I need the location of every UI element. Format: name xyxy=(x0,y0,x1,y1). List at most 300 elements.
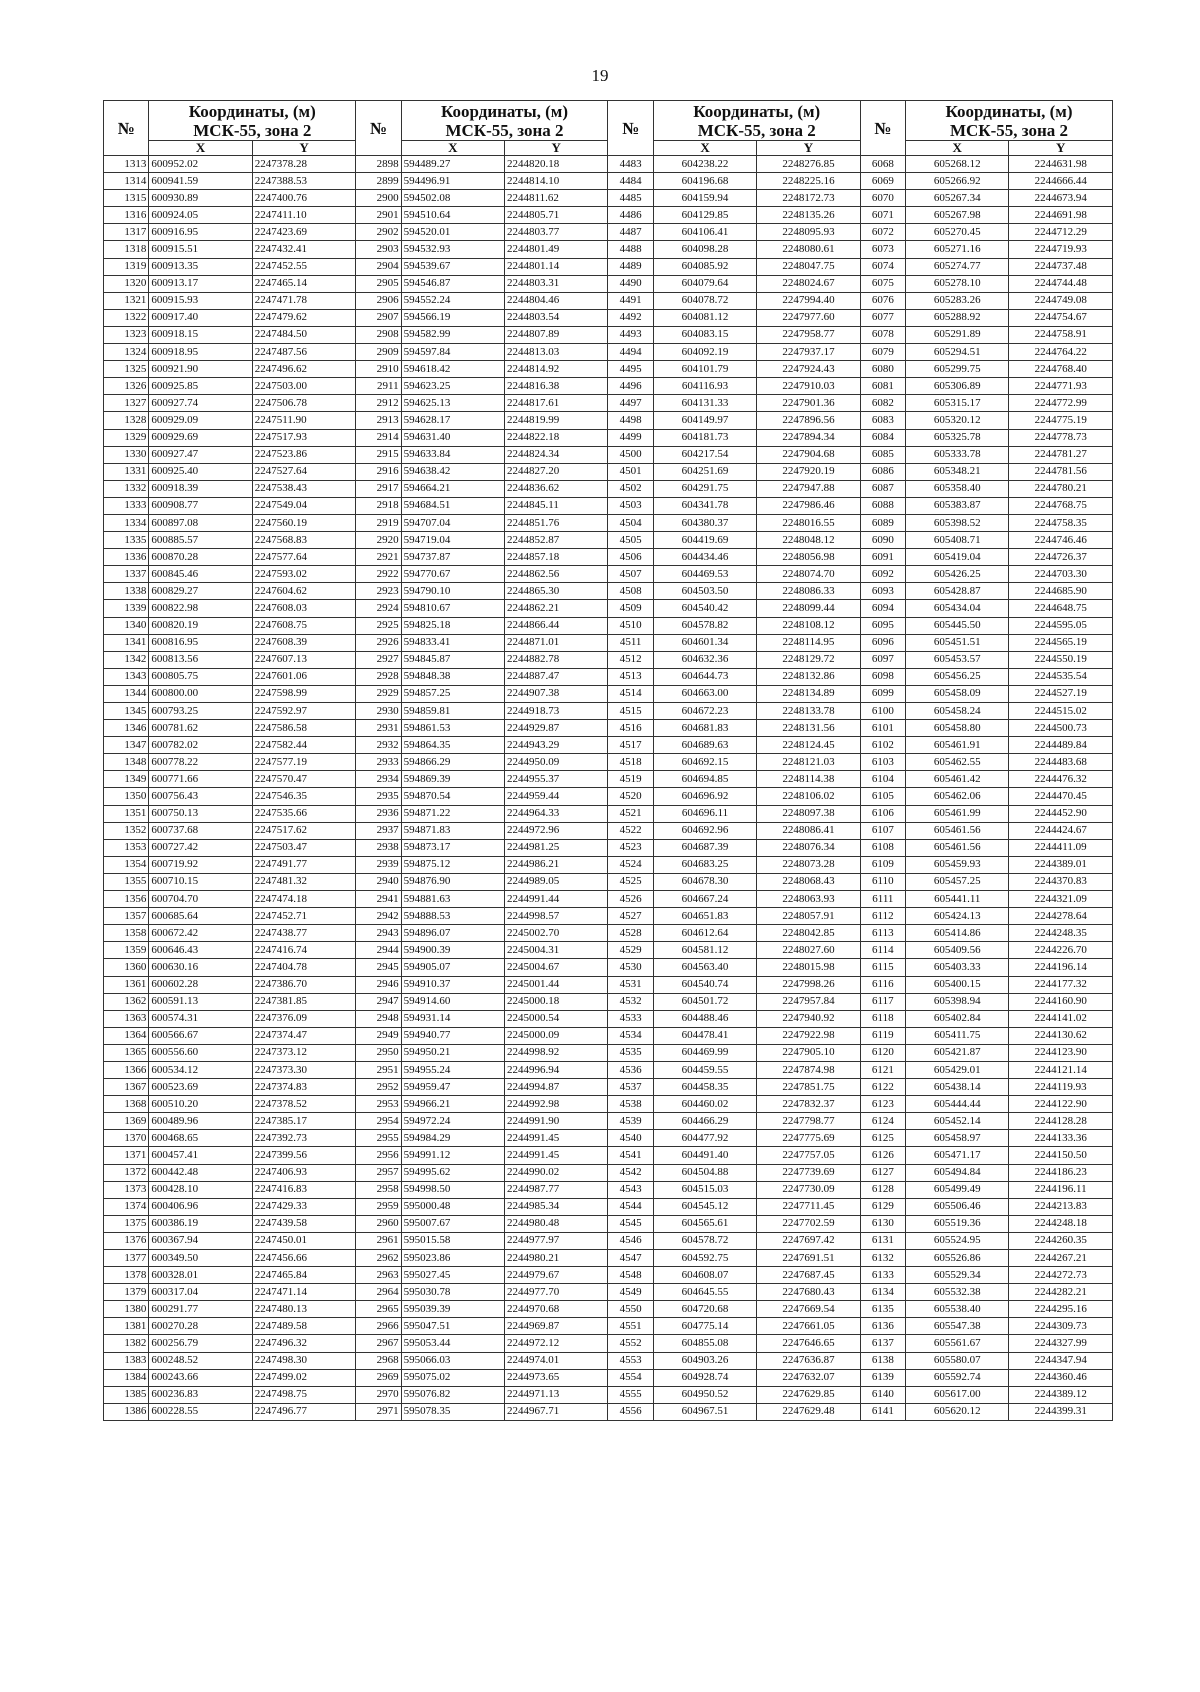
y-value: 2247376.09 xyxy=(252,1010,355,1027)
table-row xyxy=(104,942,1113,959)
y-value: 2247586.58 xyxy=(252,720,355,737)
point-number: 4545 xyxy=(608,1215,653,1232)
point-number: 6091 xyxy=(860,549,905,566)
x-value: 600750.13 xyxy=(149,805,252,822)
y-value: 2244994.87 xyxy=(505,1079,608,1096)
point-number: 1361 xyxy=(104,976,149,993)
point-number: 2971 xyxy=(356,1403,401,1420)
y-value: 2247465.84 xyxy=(252,1267,355,1284)
point-number: 4539 xyxy=(608,1113,653,1130)
table-row xyxy=(104,1198,1113,1215)
x-value: 605461.91 xyxy=(906,737,1009,754)
y-value: 2244648.75 xyxy=(1009,600,1113,617)
y-value: 2247775.69 xyxy=(757,1130,860,1147)
table-row xyxy=(104,1181,1113,1198)
y-value: 2248015.98 xyxy=(757,959,860,976)
x-value: 604106.41 xyxy=(653,224,756,241)
coord-title: Координаты, (м) xyxy=(693,101,821,121)
y-value: 2244119.93 xyxy=(1009,1079,1113,1096)
x-value: 600778.22 xyxy=(149,754,252,771)
x-value: 604608.07 xyxy=(653,1267,756,1284)
y-value: 2244226.70 xyxy=(1009,942,1113,959)
table-row xyxy=(104,1369,1113,1386)
x-value: 594966.21 xyxy=(401,1096,504,1113)
table-row xyxy=(104,1352,1113,1369)
x-value: 600916.95 xyxy=(149,224,252,241)
table-row xyxy=(104,207,1113,224)
point-number: 2970 xyxy=(356,1386,401,1403)
y-value: 2248016.55 xyxy=(757,514,860,531)
point-number: 1355 xyxy=(104,873,149,890)
point-number: 2926 xyxy=(356,634,401,651)
coord-title: Координаты, (м) xyxy=(441,101,569,121)
point-number: 4538 xyxy=(608,1096,653,1113)
y-value: 2247632.07 xyxy=(757,1369,860,1386)
table-row xyxy=(104,429,1113,446)
point-number: 4520 xyxy=(608,788,653,805)
x-value: 595030.78 xyxy=(401,1284,504,1301)
point-number: 4495 xyxy=(608,361,653,378)
table-row xyxy=(104,1164,1113,1181)
table-row xyxy=(104,651,1113,668)
y-value: 2244321.09 xyxy=(1009,891,1113,908)
x-value: 605461.56 xyxy=(906,822,1009,839)
y-value: 2248106.02 xyxy=(757,788,860,805)
table-row xyxy=(104,224,1113,241)
x-value: 604503.50 xyxy=(653,583,756,600)
point-number: 2943 xyxy=(356,925,401,942)
y-value: 2244813.03 xyxy=(505,344,608,361)
y-value: 2247570.47 xyxy=(252,771,355,788)
y-value: 2247432.41 xyxy=(252,241,355,258)
x-value: 594737.87 xyxy=(401,549,504,566)
point-number: 6138 xyxy=(860,1352,905,1369)
x-value: 594825.18 xyxy=(401,617,504,634)
y-value: 2247406.93 xyxy=(252,1164,355,1181)
y-value: 2247399.56 xyxy=(252,1147,355,1164)
point-number: 4504 xyxy=(608,514,653,531)
point-number: 1313 xyxy=(104,156,149,173)
y-value: 2247593.02 xyxy=(252,566,355,583)
point-number: 4510 xyxy=(608,617,653,634)
point-number: 6127 xyxy=(860,1164,905,1181)
table-row xyxy=(104,993,1113,1010)
point-number: 4511 xyxy=(608,634,653,651)
y-value: 2247503.47 xyxy=(252,839,355,856)
table-row xyxy=(104,292,1113,309)
x-value: 600406.96 xyxy=(149,1198,252,1215)
x-value: 604488.46 xyxy=(653,1010,756,1027)
point-number: 2919 xyxy=(356,514,401,531)
x-value: 604092.19 xyxy=(653,344,756,361)
point-number: 2929 xyxy=(356,685,401,702)
y-value: 2245004.67 xyxy=(505,959,608,976)
x-value: 605444.44 xyxy=(906,1096,1009,1113)
y-value: 2248042.85 xyxy=(757,925,860,942)
point-number: 6117 xyxy=(860,993,905,1010)
y-value: 2248074.70 xyxy=(757,566,860,583)
y-value: 2247378.28 xyxy=(252,156,355,173)
y-value: 2248024.67 xyxy=(757,275,860,292)
point-number: 6089 xyxy=(860,514,905,531)
x-value: 604341.78 xyxy=(653,497,756,514)
x-value: 600822.98 xyxy=(149,600,252,617)
header-row xyxy=(104,101,1113,141)
y-value: 2244781.27 xyxy=(1009,446,1113,463)
point-number: 4525 xyxy=(608,873,653,890)
x-value: 604775.14 xyxy=(653,1318,756,1335)
y-value: 2244986.21 xyxy=(505,856,608,873)
y-value: 2247592.97 xyxy=(252,703,355,720)
point-number: 2927 xyxy=(356,651,401,668)
point-number: 1353 xyxy=(104,839,149,856)
y-value: 2244998.92 xyxy=(505,1044,608,1061)
x-value: 600367.94 xyxy=(149,1232,252,1249)
point-number: 4535 xyxy=(608,1044,653,1061)
y-value: 2248097.38 xyxy=(757,805,860,822)
x-value: 604515.03 xyxy=(653,1181,756,1198)
coord-header xyxy=(149,101,356,141)
x-value: 605547.38 xyxy=(906,1318,1009,1335)
x-value: 594866.29 xyxy=(401,754,504,771)
point-number: 6113 xyxy=(860,925,905,942)
x-value: 604419.69 xyxy=(653,532,756,549)
point-number: 6098 xyxy=(860,668,905,685)
x-value: 605333.78 xyxy=(906,446,1009,463)
y-value: 2244186.23 xyxy=(1009,1164,1113,1181)
y-value: 2247392.73 xyxy=(252,1130,355,1147)
x-value: 594552.24 xyxy=(401,292,504,309)
coord-title: Координаты, (м) xyxy=(945,101,1073,121)
point-number: 1330 xyxy=(104,446,149,463)
y-value: 2247546.35 xyxy=(252,788,355,805)
x-value: 594905.07 xyxy=(401,959,504,976)
x-value: 605462.06 xyxy=(906,788,1009,805)
x-value: 594582.99 xyxy=(401,326,504,343)
y-value: 2247378.52 xyxy=(252,1096,355,1113)
x-value: 605268.12 xyxy=(906,156,1009,173)
point-number: 1328 xyxy=(104,412,149,429)
point-number: 4497 xyxy=(608,395,653,412)
table-row xyxy=(104,873,1113,890)
point-number: 2912 xyxy=(356,395,401,412)
point-number: 1359 xyxy=(104,942,149,959)
x-value: 604181.73 xyxy=(653,429,756,446)
table-row xyxy=(104,1215,1113,1232)
x-value: 604217.54 xyxy=(653,446,756,463)
point-number: 4532 xyxy=(608,993,653,1010)
point-number: 2899 xyxy=(356,173,401,190)
y-value: 2247905.10 xyxy=(757,1044,860,1061)
point-number: 4554 xyxy=(608,1369,653,1386)
point-number: 6082 xyxy=(860,395,905,412)
point-number: 2920 xyxy=(356,532,401,549)
point-number: 2902 xyxy=(356,224,401,241)
x-value: 604540.74 xyxy=(653,976,756,993)
table-row xyxy=(104,891,1113,908)
y-value: 2247608.75 xyxy=(252,617,355,634)
point-number: 4524 xyxy=(608,856,653,873)
x-value: 605398.52 xyxy=(906,514,1009,531)
y-value: 2247730.09 xyxy=(757,1181,860,1198)
point-number: 6068 xyxy=(860,156,905,173)
x-value: 604950.52 xyxy=(653,1386,756,1403)
point-number: 1324 xyxy=(104,344,149,361)
table-row xyxy=(104,703,1113,720)
x-value: 600710.15 xyxy=(149,873,252,890)
point-number: 6092 xyxy=(860,566,905,583)
point-number: 6132 xyxy=(860,1250,905,1267)
y-value: 2247947.88 xyxy=(757,480,860,497)
x-value: 605458.09 xyxy=(906,685,1009,702)
x-value: 600236.83 xyxy=(149,1386,252,1403)
y-value: 2247680.43 xyxy=(757,1284,860,1301)
point-number: 2954 xyxy=(356,1113,401,1130)
x-value: 604903.26 xyxy=(653,1352,756,1369)
table-row xyxy=(104,1250,1113,1267)
x-value: 604101.79 xyxy=(653,361,756,378)
y-value: 2247496.62 xyxy=(252,361,355,378)
point-number: 6118 xyxy=(860,1010,905,1027)
table-row xyxy=(104,1147,1113,1164)
y-value: 2247496.32 xyxy=(252,1335,355,1352)
x-value: 605538.40 xyxy=(906,1301,1009,1318)
point-number: 6109 xyxy=(860,856,905,873)
y-value: 2244476.32 xyxy=(1009,771,1113,788)
y-value: 2244992.98 xyxy=(505,1096,608,1113)
x-value: 600771.66 xyxy=(149,771,252,788)
x-value: 604081.12 xyxy=(653,309,756,326)
x-value: 594888.53 xyxy=(401,908,504,925)
point-number: 6126 xyxy=(860,1147,905,1164)
y-value: 2247851.75 xyxy=(757,1079,860,1096)
point-number: 2910 xyxy=(356,361,401,378)
table-row xyxy=(104,737,1113,754)
x-value: 600908.77 xyxy=(149,497,252,514)
x-value: 600428.10 xyxy=(149,1181,252,1198)
table-row xyxy=(104,395,1113,412)
point-number: 2898 xyxy=(356,156,401,173)
point-number: 6121 xyxy=(860,1061,905,1078)
x-value: 605315.17 xyxy=(906,395,1009,412)
coord-system: МСК-55, зона 2 xyxy=(949,120,1069,140)
y-value: 2244703.30 xyxy=(1009,566,1113,583)
y-value: 2247523.86 xyxy=(252,446,355,463)
y-value: 2244719.93 xyxy=(1009,241,1113,258)
table-row xyxy=(104,173,1113,190)
x-value: 604380.37 xyxy=(653,514,756,531)
point-number: 4551 xyxy=(608,1318,653,1335)
table-row xyxy=(104,908,1113,925)
coord-system: МСК-55, зона 2 xyxy=(193,120,312,140)
x-value: 600646.43 xyxy=(149,942,252,959)
y-value: 2247798.77 xyxy=(757,1113,860,1130)
point-number: 1367 xyxy=(104,1079,149,1096)
table-row xyxy=(104,1044,1113,1061)
y-value: 2245000.18 xyxy=(505,993,608,1010)
x-value: 604565.61 xyxy=(653,1215,756,1232)
y-value: 2247465.14 xyxy=(252,275,355,292)
y-value: 2248099.44 xyxy=(757,600,860,617)
y-value: 2244424.67 xyxy=(1009,822,1113,839)
x-value: 600243.66 xyxy=(149,1369,252,1386)
y-value: 2244712.29 xyxy=(1009,224,1113,241)
table-row xyxy=(104,309,1113,326)
y-value: 2244990.02 xyxy=(505,1164,608,1181)
x-value: 594496.91 xyxy=(401,173,504,190)
x-value: 604645.55 xyxy=(653,1284,756,1301)
y-value: 2244991.90 xyxy=(505,1113,608,1130)
x-value: 604601.34 xyxy=(653,634,756,651)
y-value: 2248027.60 xyxy=(757,942,860,959)
table-row xyxy=(104,480,1113,497)
y-value: 2247669.54 xyxy=(757,1301,860,1318)
point-number: 4484 xyxy=(608,173,653,190)
x-value: 600523.69 xyxy=(149,1079,252,1096)
point-number: 1364 xyxy=(104,1027,149,1044)
x-value: 605458.80 xyxy=(906,720,1009,737)
x-value: 605499.49 xyxy=(906,1181,1009,1198)
point-number: 2942 xyxy=(356,908,401,925)
table-row xyxy=(104,856,1113,873)
point-number: 6090 xyxy=(860,532,905,549)
y-value: 2244871.01 xyxy=(505,634,608,651)
x-value: 594984.29 xyxy=(401,1130,504,1147)
x-value: 604578.72 xyxy=(653,1232,756,1249)
point-number: 6072 xyxy=(860,224,905,241)
point-number: 4517 xyxy=(608,737,653,754)
y-value: 2248135.26 xyxy=(757,207,860,224)
y-value: 2244673.94 xyxy=(1009,190,1113,207)
y-value: 2248086.33 xyxy=(757,583,860,600)
y-value: 2244998.57 xyxy=(505,908,608,925)
point-number: 1352 xyxy=(104,822,149,839)
point-number: 6086 xyxy=(860,463,905,480)
point-number: 4507 xyxy=(608,566,653,583)
point-number: 4486 xyxy=(608,207,653,224)
y-value: 2244972.96 xyxy=(505,822,608,839)
y-value: 2244309.73 xyxy=(1009,1318,1113,1335)
point-number: 6083 xyxy=(860,412,905,429)
x-value: 600929.09 xyxy=(149,412,252,429)
point-number: 6079 xyxy=(860,344,905,361)
x-value: 600800.00 xyxy=(149,685,252,702)
x-value: 600328.01 xyxy=(149,1267,252,1284)
page-number: 19 xyxy=(591,66,609,85)
x-value: 594940.77 xyxy=(401,1027,504,1044)
table-row xyxy=(104,668,1113,685)
y-value: 2247687.45 xyxy=(757,1267,860,1284)
point-number: 1385 xyxy=(104,1386,149,1403)
x-value: 600885.57 xyxy=(149,532,252,549)
point-number: 6139 xyxy=(860,1369,905,1386)
point-number: 1332 xyxy=(104,480,149,497)
y-value: 2244803.54 xyxy=(505,309,608,326)
x-value: 604563.40 xyxy=(653,959,756,976)
x-value: 595053.44 xyxy=(401,1335,504,1352)
x-value: 605274.77 xyxy=(906,258,1009,275)
y-value: 2247527.64 xyxy=(252,463,355,480)
x-value: 605409.56 xyxy=(906,942,1009,959)
y-value: 2244820.18 xyxy=(505,156,608,173)
y-value: 2247568.83 xyxy=(252,532,355,549)
y-value: 2247535.66 xyxy=(252,805,355,822)
point-number: 4514 xyxy=(608,685,653,702)
point-number: 6073 xyxy=(860,241,905,258)
x-value: 605428.87 xyxy=(906,583,1009,600)
point-number: 4483 xyxy=(608,156,653,173)
x-value: 604504.88 xyxy=(653,1164,756,1181)
y-value: 2244550.19 xyxy=(1009,651,1113,668)
y-value: 2247374.47 xyxy=(252,1027,355,1044)
coordinates-table xyxy=(103,100,1113,1421)
table-row xyxy=(104,275,1113,292)
point-number: 4556 xyxy=(608,1403,653,1420)
point-number: 4530 xyxy=(608,959,653,976)
y-value: 2244123.90 xyxy=(1009,1044,1113,1061)
x-value: 600913.35 xyxy=(149,258,252,275)
point-number: 6070 xyxy=(860,190,905,207)
table-row xyxy=(104,258,1113,275)
table-row xyxy=(104,1301,1113,1318)
point-number: 6081 xyxy=(860,378,905,395)
point-number: 4518 xyxy=(608,754,653,771)
point-number: 1384 xyxy=(104,1369,149,1386)
point-number: 2908 xyxy=(356,326,401,343)
y-value: 2247940.92 xyxy=(757,1010,860,1027)
x-value: 604855.08 xyxy=(653,1335,756,1352)
point-number: 1370 xyxy=(104,1130,149,1147)
point-number: 1376 xyxy=(104,1232,149,1249)
point-number: 1379 xyxy=(104,1284,149,1301)
x-value: 600915.51 xyxy=(149,241,252,258)
point-number: 2933 xyxy=(356,754,401,771)
point-number: 2934 xyxy=(356,771,401,788)
x-value: 600925.85 xyxy=(149,378,252,395)
x-value: 594845.87 xyxy=(401,651,504,668)
x-value: 600918.39 xyxy=(149,480,252,497)
y-value: 2244862.56 xyxy=(505,566,608,583)
x-value: 600925.40 xyxy=(149,463,252,480)
point-number: 1329 xyxy=(104,429,149,446)
x-value: 600672.42 xyxy=(149,925,252,942)
x-value: 594876.90 xyxy=(401,873,504,890)
point-number: 1347 xyxy=(104,737,149,754)
point-number: 1340 xyxy=(104,617,149,634)
coord-title: Координаты, (м) xyxy=(188,101,316,121)
x-value: 605419.04 xyxy=(906,549,1009,566)
x-value: 594532.93 xyxy=(401,241,504,258)
point-number: 2964 xyxy=(356,1284,401,1301)
point-number: 6087 xyxy=(860,480,905,497)
y-value: 2247411.10 xyxy=(252,207,355,224)
point-number: 1331 xyxy=(104,463,149,480)
y-value: 2248129.72 xyxy=(757,651,860,668)
y-value: 2247874.98 xyxy=(757,1061,860,1078)
point-number: 6137 xyxy=(860,1335,905,1352)
point-number: 2911 xyxy=(356,378,401,395)
point-number: 1373 xyxy=(104,1181,149,1198)
point-number: 2907 xyxy=(356,309,401,326)
x-value: 600256.79 xyxy=(149,1335,252,1352)
x-value: 605291.89 xyxy=(906,326,1009,343)
y-value: 2247904.68 xyxy=(757,446,860,463)
table-row xyxy=(104,514,1113,531)
x-value: 594881.63 xyxy=(401,891,504,908)
coord-system: МСК-55, зона 2 xyxy=(697,120,816,140)
x-value: 604251.69 xyxy=(653,463,756,480)
y-value: 2244744.48 xyxy=(1009,275,1113,292)
